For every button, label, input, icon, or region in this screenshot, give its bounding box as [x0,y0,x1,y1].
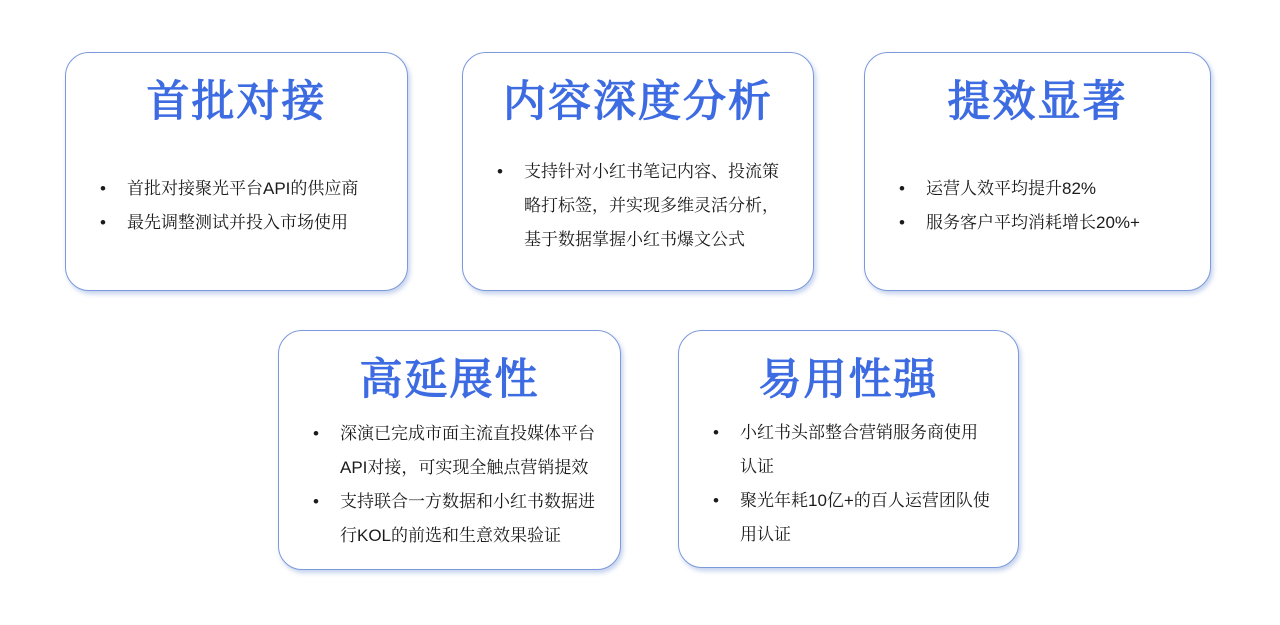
bullet-text: 首批对接聚光平台API的供应商 [127,179,359,199]
bullet-icon: • [899,213,905,233]
card-first-integration [65,52,408,291]
bullet-icon: • [313,423,319,443]
bullet-icon: • [100,213,106,233]
bullet-text: 支持针对小红书笔记内容、投流策略打标签，并实现多维灵活分析，基于数据掌握小红书爆文公式 [524,162,779,250]
bullet-text: 小红书头部整合营销服务商使用认证 [740,422,978,476]
card-title: 首批对接 [146,78,327,126]
bullet-icon: • [713,490,719,510]
card-extensibility [278,330,621,570]
bullet-icon: • [313,491,319,511]
list-item [713,416,994,484]
card-title: 提效显著 [947,78,1128,126]
card-title: 易用性强 [758,356,939,404]
bullet-list [679,410,1018,562]
card-title: 内容深度分析 [503,78,773,126]
list-item [899,206,1186,240]
card-content-analysis [462,52,814,291]
bullet-list [66,166,407,250]
list-item [713,484,994,552]
bullet-list [865,166,1210,250]
list-item [899,172,1186,206]
card-efficiency-gains [864,52,1211,291]
list-item [497,155,789,257]
list-item [313,417,596,485]
bullet-icon: • [497,162,503,182]
bullet-icon: • [713,422,719,442]
list-item [100,172,383,206]
card-title: 高延展性 [359,356,540,404]
bullet-text: 服务客户平均消耗增长20%+ [926,213,1140,233]
bullet-text: 聚光年耗10亿+的百人运营团队使用认证 [740,490,990,544]
list-item [313,485,596,553]
bullet-list [279,411,620,563]
bullet-text: 支持联合一方数据和小红书数据进行KOL的前选和生意效果验证 [340,491,595,545]
bullet-text: 运营人效平均提升82% [926,179,1097,199]
bullet-text: 深演已完成市面主流直投媒体平台API对接，可实现全触点营销提效 [340,423,595,477]
bullet-list [463,149,813,267]
bullet-icon: • [100,179,106,199]
bullet-icon: • [899,179,905,199]
bullet-text: 最先调整测试并投入市场使用 [127,213,348,233]
card-usability [678,330,1019,568]
list-item [100,206,383,240]
